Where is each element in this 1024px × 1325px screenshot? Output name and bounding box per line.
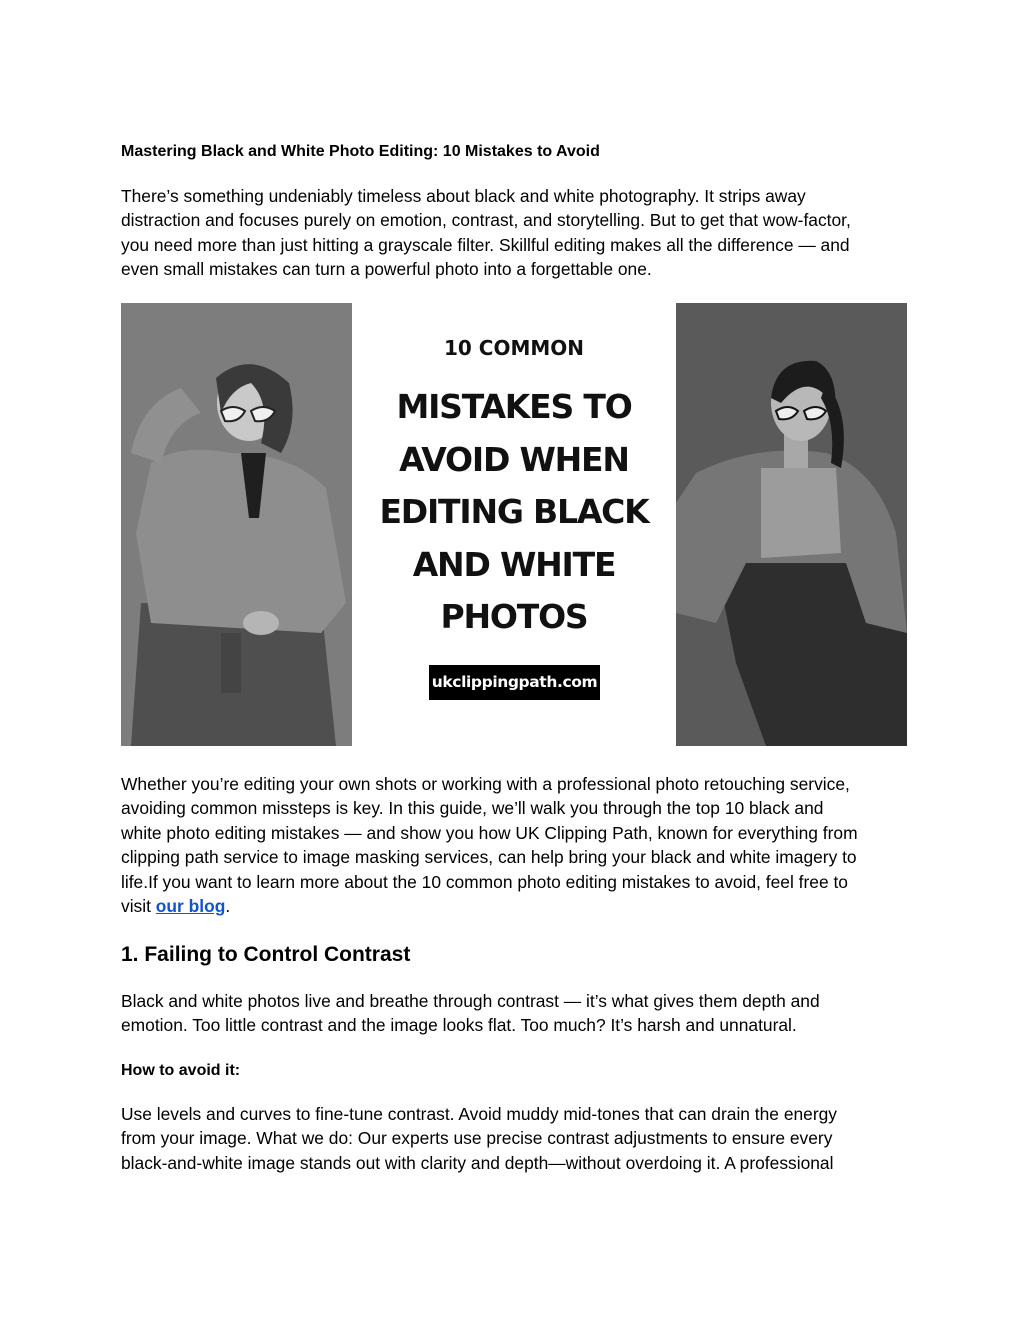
contrast-paragraph: Black and white photos live and breathe through contrast — it’s what gives them depth and emotion. Too little contrast and the image looks flat. Too much? It’s harsh and unnatural. bbox=[121, 991, 820, 1036]
section-heading-contrast: 1. Failing to Control Contrast bbox=[121, 943, 411, 966]
banner-site-badge: ukclippingpath.com bbox=[429, 665, 600, 700]
how-to-avoid-heading: How to avoid it: bbox=[121, 1062, 241, 1079]
left-model-photo bbox=[121, 303, 352, 746]
left-model-illustration bbox=[121, 303, 352, 746]
advice-paragraph: Use levels and curves to fine-tune contrast. Avoid muddy mid-tones that can drain the energy from your image. What we do: Our experts use precise contrast adjustments to ensure every black-and-white image stands out with clarity and depth—without overdoing it. A professional bbox=[121, 1104, 837, 1173]
document-title: Mastering Black and White Photo Editing: 10 Mistakes to Avoid bbox=[121, 143, 600, 160]
guide-paragraph bbox=[121, 772, 921, 918]
banner-headline: MISTAKES TO AVOID WHEN EDITING BLACK AND WHITE PHOTOS bbox=[379, 387, 649, 636]
guide-paragraph-text: Whether you’re editing your own shots or working with a professional photo retouching service, avoiding common missteps is key. In this guide, we’ll walk you through the top 10 black and white photo editing mistakes — and show you how UK Clipping Path, known for everything from clipping path service to image masking services, can help bring your black and white imagery to life.If you want to learn more about the 10 common photo editing mistakes to avoid, feel free to visit bbox=[121, 774, 858, 917]
our-blog-link[interactable]: our blog bbox=[155, 896, 226, 917]
intro-paragraph: There’s something undeniably timeless about black and white photography. It strips away distraction and focuses purely on emotion, contrast, and storytelling. But to get that wow-factor, you need more than just hitting a grayscale filter. Skillful editing makes all the difference — and even small mistakes can turn a powerful photo into a forgettable one. bbox=[121, 186, 851, 280]
right-model-photo bbox=[676, 303, 907, 746]
article-banner-image bbox=[121, 303, 907, 746]
guide-paragraph-end: . bbox=[225, 896, 231, 917]
right-model-illustration bbox=[676, 303, 907, 746]
banner-kicker: 10 COMMON bbox=[443, 336, 585, 360]
banner-text-panel bbox=[352, 303, 676, 746]
